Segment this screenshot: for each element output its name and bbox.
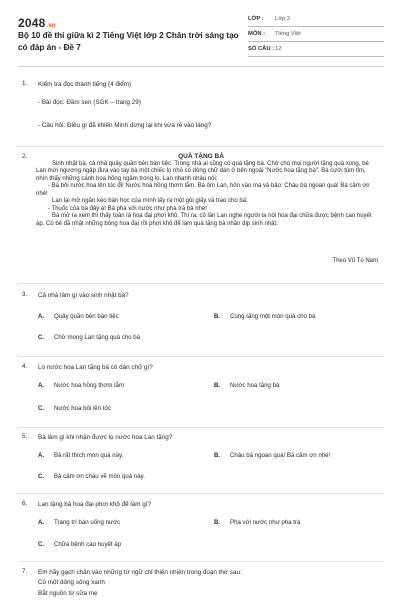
option-a[interactable]: A. Nước hoa hồng thơm lắm — [38, 382, 124, 389]
page-title: Bộ 10 đề thi giữa kì 2 Tiếng Việt lớp 2 Chân trời sáng tạo có đáp án - Đề 7 — [18, 31, 239, 52]
option-c[interactable]: C. Chờ mong Lan tặng quà cho bà — [38, 334, 140, 341]
option-a[interactable]: A. Bà rất thích món quà này. — [38, 452, 124, 459]
meta-box — [248, 12, 384, 57]
question-5: 5. Bà làm gì khi nhận được lọ nước hoa Lan tặng? A. Bà rất thích món quà này. B. Cháu bà ngoan quá! Bà cảm ơn nhé! C. Bà cảm ơn cháu về món quà này. — [22, 433, 331, 480]
story-title: QUÀ TẶNG BÀ — [178, 153, 224, 160]
q1-line-1: - Bài đọc: Đầm sen (SGK – trang 29) — [38, 99, 141, 106]
divider — [18, 356, 384, 357]
option-b[interactable]: B. Pha với nước như pha trà — [214, 519, 301, 526]
divider — [18, 561, 384, 562]
site-logo[interactable]: 2048.vn — [18, 16, 56, 30]
question-3: 3. Cả nhà làm gì vào sinh nhật bà? A. Quây quần bên bàn tiệc B. Cùng tặng một món quà cho bà C. Chờ mong Lan tặng quà cho bà — [22, 291, 316, 341]
document-header — [18, 12, 384, 62]
story-author: Theo Vũ Tú Nam — [332, 258, 378, 264]
meta-row-subject: MÔN : Tiếng Việt — [248, 27, 384, 42]
option-b[interactable]: B. Nước hoa tặng bà — [214, 382, 280, 389]
divider — [18, 493, 384, 494]
story-body: Sinh nhật bà, cả nhà quây quần bên bàn tiệc. Trong nhà ai cũng có quà tặng bà. Chờ cho mọi người tặng quà xong, bé Lan mới ngượng ngập đưa vào tay bà một chiếc lọ nhỏ có dòng chữ dán ở bên ngoài "Nước hoa tặng bà". Bà cười tủm tỉm, nhìn thấy những cánh hoa hồng ngâm trong lọ. Lan nhanh nhảu nói: - Bà bôi nước hoa lên tóc đi! Nước hoa hồng thơm lắm. Bà ôm Lan, hôn vào má và bảo: Cháu bà ngoan quá! Bà cảm ơn nhé! Lan lại mở ngăn kéo bàn học của mình lấy ra một gói giấy và trao cho bà: - Thuốc của bà đây ạ! Bà pha với nước như pha trà bà nhé! Bà mở ra xem thì thấy toàn là hoa đại phơi khô. Thì ra, cô lần Lan nghe người ta nói hoa đại chữa được bệnh cao huyết áp. Có bé đã nhặt những bông hoa đại rồi phơi khô để làm quà tặng bà nhân dịp sinh nhật. — [36, 161, 372, 227]
meta-row-class: LỚP : Lớp 2 — [248, 12, 384, 27]
option-c[interactable]: C. Nước hoa bôi lên tóc — [38, 405, 111, 412]
q7-line-1: Có một dòng sông xanh — [38, 579, 105, 586]
divider — [18, 146, 384, 147]
question-4: 4. Lọ nước hoa Lan tặng bà có dán chữ gì? A. Nước hoa hồng thơm lắm B. Nước hoa tặng bà C. Nước hoa bôi lên tóc — [22, 363, 280, 412]
divider — [18, 427, 384, 428]
question-6: 6. Lan tặng bà hoa đại phơi khô để làm gì? A. Trang trí bàn uống nước B. Pha với nước như pha trà C. Chữa bệnh cao huyết áp — [22, 500, 301, 548]
option-c[interactable]: C. Chữa bệnh cao huyết áp — [38, 541, 122, 548]
q7-line-2: Bắt nguồn từ sữa mẹ — [38, 590, 98, 597]
option-c[interactable]: C. Bà cảm ơn cháu về món quà này. — [38, 473, 145, 480]
question-7: 7. Em hãy gạch chân vào những từ ngữ chỉ thiên nhiên trong đoạn thơ sau: Có một dòng sông xanh Bắt nguồn từ sữa mẹ — [18, 568, 384, 600]
header-divider — [18, 66, 384, 67]
option-a[interactable]: A. Quây quần bên bàn tiệc — [38, 313, 119, 320]
divider — [18, 283, 384, 284]
question-1: 1. Kiểm tra đọc thành tiếng (4 điểm) - Bài đọc: Đầm sen (SGK – trang 29) - Câu hỏi: Điều gì đã khiến Minh dừng lại khi vừa rẽ vào làng? — [18, 80, 384, 140]
option-b[interactable]: B. Cháu bà ngoan quá! Bà cảm ơn nhé! — [214, 452, 331, 459]
meta-row-count: SỐ CÂU : 12 — [248, 42, 384, 57]
question-2: 2. QUÀ TẶNG BÀ Sinh nhật bà, cả nhà quây quần bên bàn tiệc. Trong nhà ai cũng có quà tặng bà. Chờ cho mọi người tặng quà xong, bé Lan mới ngượng ngập đưa vào tay bà một chiếc lọ nhỏ có dòng chữ dán ở bên ngoài "Nước hoa tặng bà". Bà cười tủm tỉm, nhìn thấy những cánh hoa hồng ngâm trong lọ. Lan nhanh nhảu nói: - Bà bôi nước hoa lên tóc đi! Nước hoa hồng thơm lắm. Bà ôm Lan, hôn vào má và bảo: Cháu bà ngoan quá! Bà cảm ơn nhé! Lan lại mở ngăn kéo bàn học của mình lấy ra một gói giấy và trao cho bà: - Thuốc của bà đây ạ! Bà pha với nước như pha trà bà nhé! Bà mở ra xem thì thấy toàn là hoa đại phơi khô. Thì ra, cô lần Lan nghe người ta nói hoa đại chữa được bệnh cao huyết áp. Có bé đã nhặt những bông hoa đại rồi phơi khô để làm quà tặng bà nhân dịp sinh nhật. Theo Vũ Tú Nam — [18, 153, 384, 278]
q1-line-2: - Câu hỏi: Điều gì đã khiến Minh dừng lại khi vừa rẽ vào làng? — [38, 122, 212, 129]
option-b[interactable]: B. Cùng tặng một món quà cho bà — [214, 313, 316, 320]
option-a[interactable]: A. Trang trí bàn uống nước — [38, 519, 121, 526]
